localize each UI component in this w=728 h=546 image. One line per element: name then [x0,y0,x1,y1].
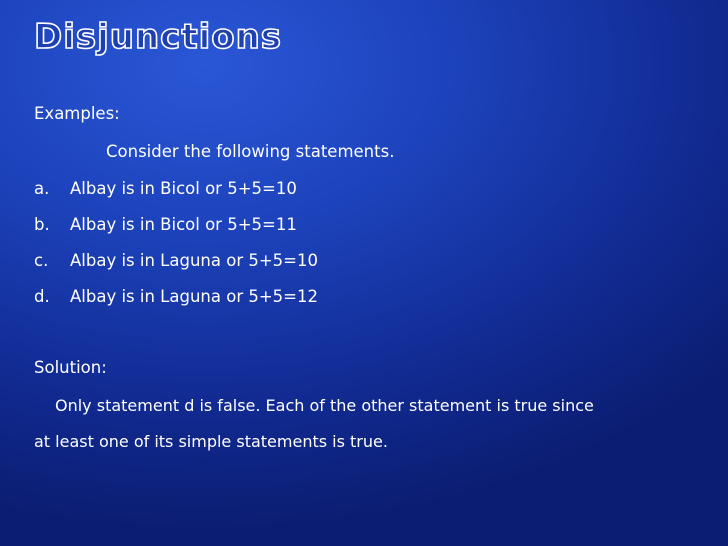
list-item-b [34,217,297,234]
solution-label: Solution: [34,358,107,377]
examples-label: Examples: [34,104,120,123]
slide-title: Disjunctions [34,17,283,57]
item-letter: c. [34,251,49,270]
list-item-d [34,289,318,306]
item-text: Albay is in Laguna or 5+5=12 [70,287,318,306]
item-text: Albay is in Bicol or 5+5=10 [70,179,297,198]
list-item-a [34,181,297,198]
item-letter: b. [34,215,50,234]
item-letter: d. [34,287,50,306]
item-text: Albay is in Laguna or 5+5=10 [70,251,318,270]
item-letter: a. [34,179,50,198]
solution-line-2: at least one of its simple statements is true. [34,432,388,451]
list-item-c [34,253,318,270]
item-text: Albay is in Bicol or 5+5=11 [70,215,297,234]
intro-text: Consider the following statements. [106,142,395,161]
solution-line-1: Only statement d is false. Each of the other statement is true since [55,396,594,415]
